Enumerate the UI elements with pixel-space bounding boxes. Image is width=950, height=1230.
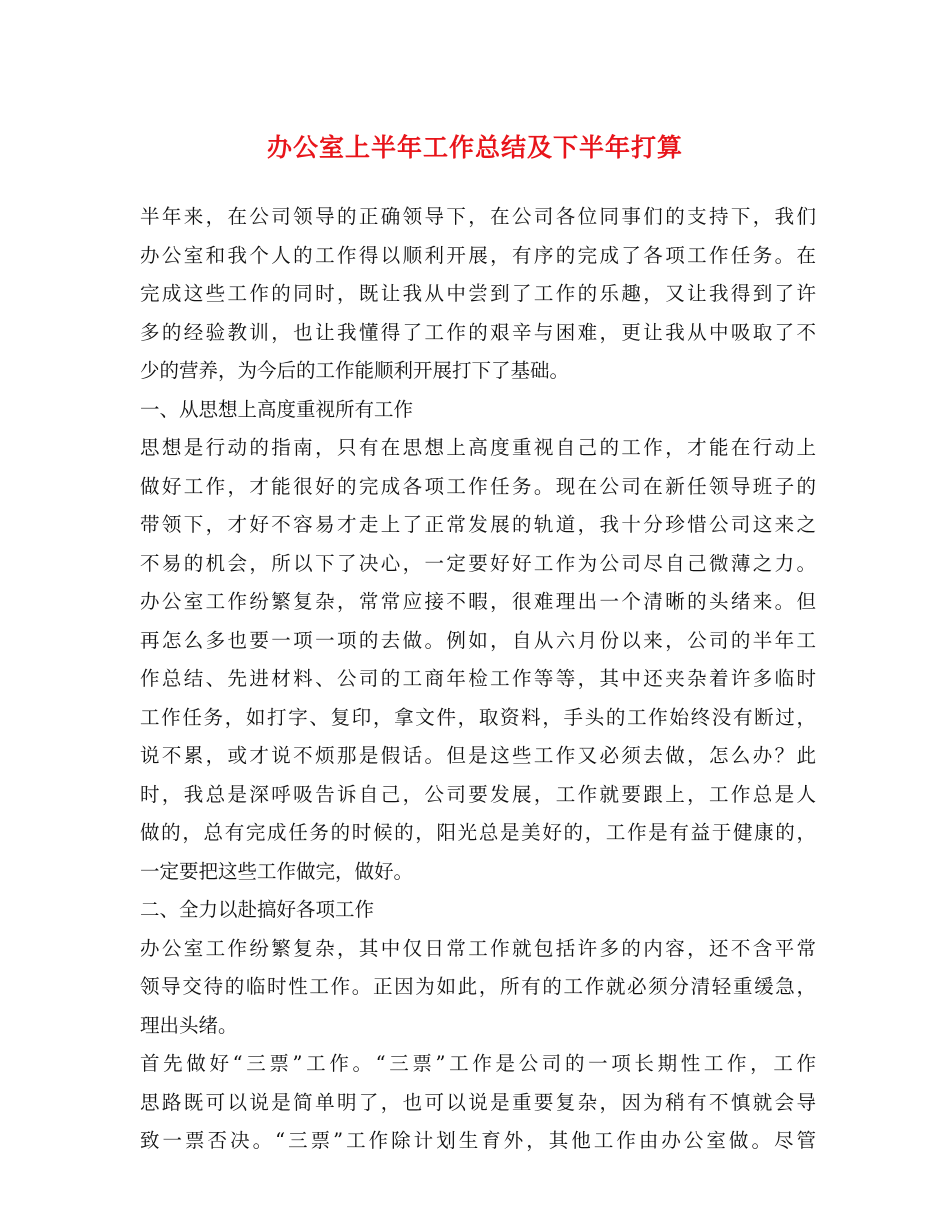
paragraph-line: 半年来，在公司领导的正确领导下，在公司各位同事们的支持下，我们 — [140, 205, 816, 228]
paragraph-line: 说不累，或才说不烦那是假话。但是这些工作又必须去做，怎么办？此 — [140, 744, 816, 767]
paragraph-line: 致一票否决。“三票”工作除计划生育外，其他工作由办公室做。尽管 — [140, 1129, 816, 1152]
paragraph-line: 作总结、先进材料、公司的工商年检工作等等，其中还夹杂着许多临时 — [140, 667, 816, 690]
paragraph-line: 办公室和我个人的工作得以顺利开展，有序的完成了各项工作任务。在 — [140, 243, 816, 267]
paragraph-line: 完成这些工作的同时，既让我从中尝到了工作的乐趣，又让我得到了许 — [140, 282, 816, 305]
paragraph-line: 思想是行动的指南，只有在思想上高度重视自己的工作，才能在行动上 — [140, 436, 816, 459]
paragraph-line: 时，我总是深呼吸告诉自己，公司要发展，工作就要跟上，工作总是人 — [140, 782, 816, 806]
paragraph-line: 工作任务，如打字、复印，拿文件，取资料，手头的工作始终没有断过， — [140, 705, 816, 729]
paragraph-line: 少的营养，为今后的工作能顺利开展打下了基础。 — [140, 359, 570, 382]
paragraph-line: 领导交待的临时性工作。正因为如此，所有的工作就必须分清轻重缓急， — [140, 975, 816, 998]
section-heading: 二、全力以赴搞好各项工作 — [140, 898, 375, 921]
paragraph-line: 理出头绪。 — [140, 1013, 238, 1037]
document-title: 办公室上半年工作总结及下半年打算 — [266, 133, 683, 162]
paragraph-line: 办公室工作纷繁复杂，常常应接不暇，很难理出一个清晰的头绪来。但 — [140, 590, 816, 613]
paragraph-line: 带领下，才好不容易才走上了正常发展的轨道，我十分珍惜公司这来之 — [140, 513, 816, 536]
document-body — [140, 198, 816, 1161]
paragraph-line: 办公室工作纷繁复杂，其中仅日常工作就包括许多的内容，还不含平常 — [140, 936, 816, 960]
paragraph-line: 做的，总有完成任务的时候的，阳光总是美好的，工作是有益于健康的， — [140, 821, 816, 844]
paragraph-line: 一定要把这些工作做完，做好。 — [140, 859, 414, 883]
paragraph-line: 再怎么多也要一项一项的去做。例如，自从六月份以来，公司的半年工 — [140, 628, 816, 652]
paragraph-line: 多的经验教训，也让我懂得了工作的艰辛与困难，更让我从中吸取了不 — [140, 320, 816, 344]
paragraph-line: 不易的机会，所以下了决心，一定要好好工作为公司尽自己微薄之力。 — [140, 551, 816, 575]
section-heading: 一、从思想上高度重视所有工作 — [140, 397, 414, 421]
paragraph-line: 思路既可以说是简单明了，也可以说是重要复杂，因为稍有不慎就会导 — [140, 1090, 816, 1114]
paragraph-line: 做好工作，才能很好的完成各项工作任务。现在公司在新任领导班子的 — [140, 474, 816, 498]
paragraph-line: 首先做好“三票”工作。“三票”工作是公司的一项长期性工作，工作 — [140, 1052, 816, 1075]
